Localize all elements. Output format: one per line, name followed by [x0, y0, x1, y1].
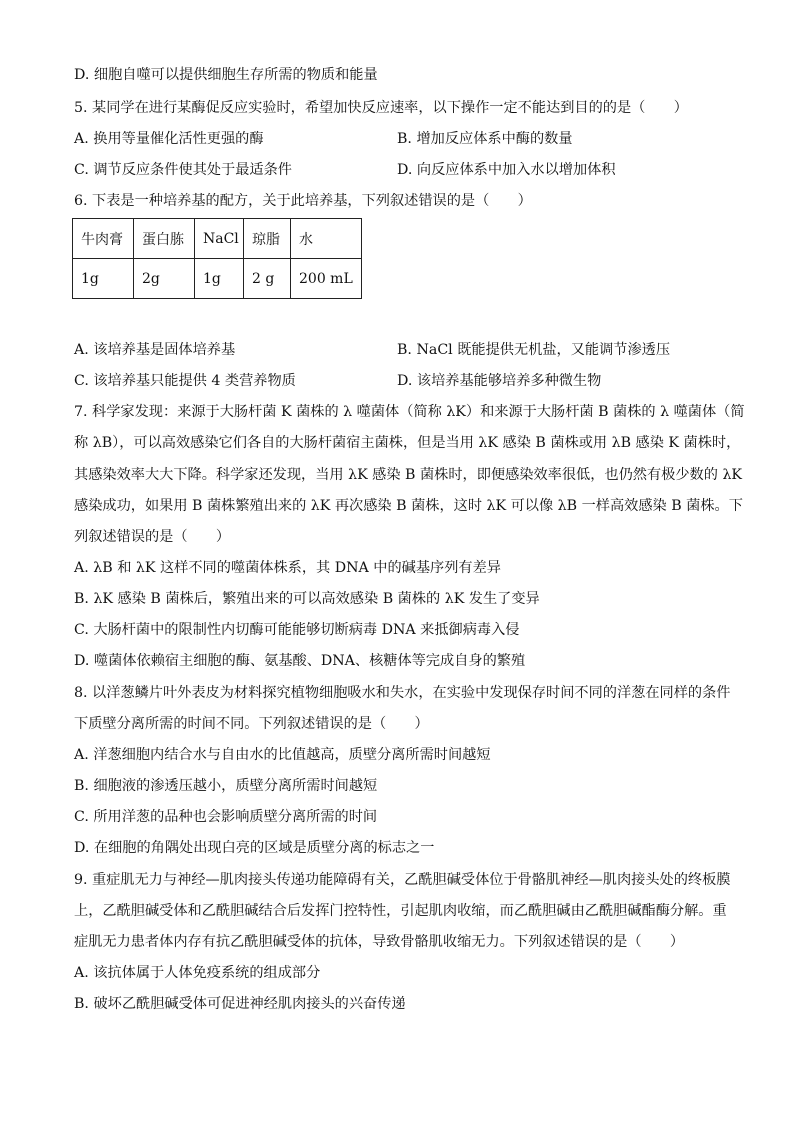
q6-option-a: A. 该培养基是固体培养基	[74, 342, 236, 358]
q5-option-b: B. 增加反应体系中酶的数量	[397, 131, 573, 147]
question-7-stem-line-2: 称 λB），可以高效感染它们各自的大肠杆菌宿主菌株，但是当用 λK 感染 B 菌株或用 λB 感染 K 菌株时，	[74, 435, 741, 451]
q8-option-d: D. 在细胞的角隅处出现白亮的区域是质壁分离的标志之一	[74, 840, 435, 856]
table-cell: 2g	[134, 259, 195, 299]
question-6-stem: 6. 下表是一种培养基的配方，关于此培养基，下列叙述错误的是（ ）	[74, 193, 532, 209]
question-7-stem-line-5: 列叙述错误的是（ ）	[74, 529, 231, 545]
q6-option-c: C. 该培养基只能提供 4 类营养物质	[74, 373, 296, 389]
question-9-stem-line-3: 症肌无力患者体内存有抗乙酰胆碱受体的抗体，导致骨骼肌收缩无力。下列叙述错误的是（ ）	[74, 934, 685, 950]
q6-option-b: B. NaCl 既能提供无机盐，又能调节渗透压	[397, 342, 671, 358]
table-header-cell: 牛肉膏	[73, 219, 134, 259]
q9-option-a: A. 该抗体属于人体免疫系统的组成部分	[74, 965, 321, 981]
question-7-stem-line-1: 7. 科学家发现：来源于大肠杆菌 K 菌株的 λ 噬菌体（简称 λK）和来源于大肠杆菌 B 菌株的 λ 噬菌体（简	[74, 404, 745, 420]
table-row	[73, 259, 362, 299]
q8-option-b: B. 细胞液的渗透压越小，质壁分离所需时间越短	[74, 778, 378, 794]
question-8-stem-line-2: 下质壁分离所需的时间不同。下列叙述错误的是（ ）	[74, 716, 429, 732]
q9-option-b: B. 破坏乙酰胆碱受体可促进神经肌肉接头的兴奋传递	[74, 996, 406, 1012]
q6-option-d: D. 该培养基能够培养多种微生物	[397, 373, 602, 389]
q7-option-a: A. λB 和 λK 这样不同的噬菌体株系，其 DNA 中的碱基序列有差异	[74, 560, 501, 576]
q8-option-a: A. 洋葱细胞内结合水与自由水的比值越高，质壁分离所需时间越短	[74, 747, 491, 763]
q5-option-d: D. 向反应体系中加入水以增加体积	[397, 162, 616, 178]
q5-option-c: C. 调节反应条件使其处于最适条件	[74, 162, 292, 178]
medium-recipe-table	[72, 218, 362, 299]
table-cell: 1g	[73, 259, 134, 299]
table-header-cell: NaCl	[195, 219, 244, 259]
q7-option-b: B. λK 感染 B 菌株后，繁殖出来的可以高效感染 B 菌株的 λK 发生了变异	[74, 591, 540, 607]
table-cell: 200 mL	[291, 259, 362, 299]
table-header-cell: 蛋白胨	[134, 219, 195, 259]
table-cell: 2 g	[244, 259, 291, 299]
question-9-stem-line-2: 上，乙酰胆碱受体和乙酰胆碱结合后发挥门控特性，引起肌肉收缩，而乙酰胆碱由乙酰胆碱酯酶分解。重	[74, 903, 727, 919]
question-7-stem-line-3: 其感染效率大大下降。科学家还发现，当用 λK 感染 B 菌株时，即便感染效率很低，也仍然有极少数的 λK	[74, 467, 743, 483]
table-header-cell: 琼脂	[244, 219, 291, 259]
q7-option-d: D. 噬菌体依赖宿主细胞的酶、氨基酸、DNA、核糖体等完成自身的繁殖	[74, 653, 526, 669]
question-5-stem: 5. 某同学在进行某酶促反应实验时，希望加快反应速率，以下操作一定不能达到目的的是（ ）	[74, 100, 688, 116]
question-8-stem-line-1: 8. 以洋葱鳞片叶外表皮为材料探究植物细胞吸水和失水，在实验中发现保存时间不同的洋葱在同样的条件	[74, 685, 731, 701]
question-9-stem-line-1: 9. 重症肌无力与神经—肌肉接头传递功能障碍有关，乙酰胆碱受体位于骨骼肌神经—肌肉接头处的终板膜	[74, 872, 731, 888]
table-header-row	[73, 219, 362, 259]
q4-option-d: D. 细胞自噬可以提供细胞生存所需的物质和能量	[74, 67, 378, 83]
q5-option-a: A. 换用等量催化活性更强的酶	[74, 131, 264, 147]
table-header-cell: 水	[291, 219, 362, 259]
q8-option-c: C. 所用洋葱的品种也会影响质壁分离所需的时间	[74, 809, 378, 825]
q7-option-c: C. 大肠杆菌中的限制性内切酶可能能够切断病毒 DNA 来抵御病毒入侵	[74, 622, 520, 638]
question-7-stem-line-4: 感染成功，如果用 B 菌株繁殖出来的 λK 再次感染 B 菌株，这时 λK 可以像 λB 一样高效感染 B 菌株。下	[74, 498, 743, 514]
table-cell: 1g	[195, 259, 244, 299]
